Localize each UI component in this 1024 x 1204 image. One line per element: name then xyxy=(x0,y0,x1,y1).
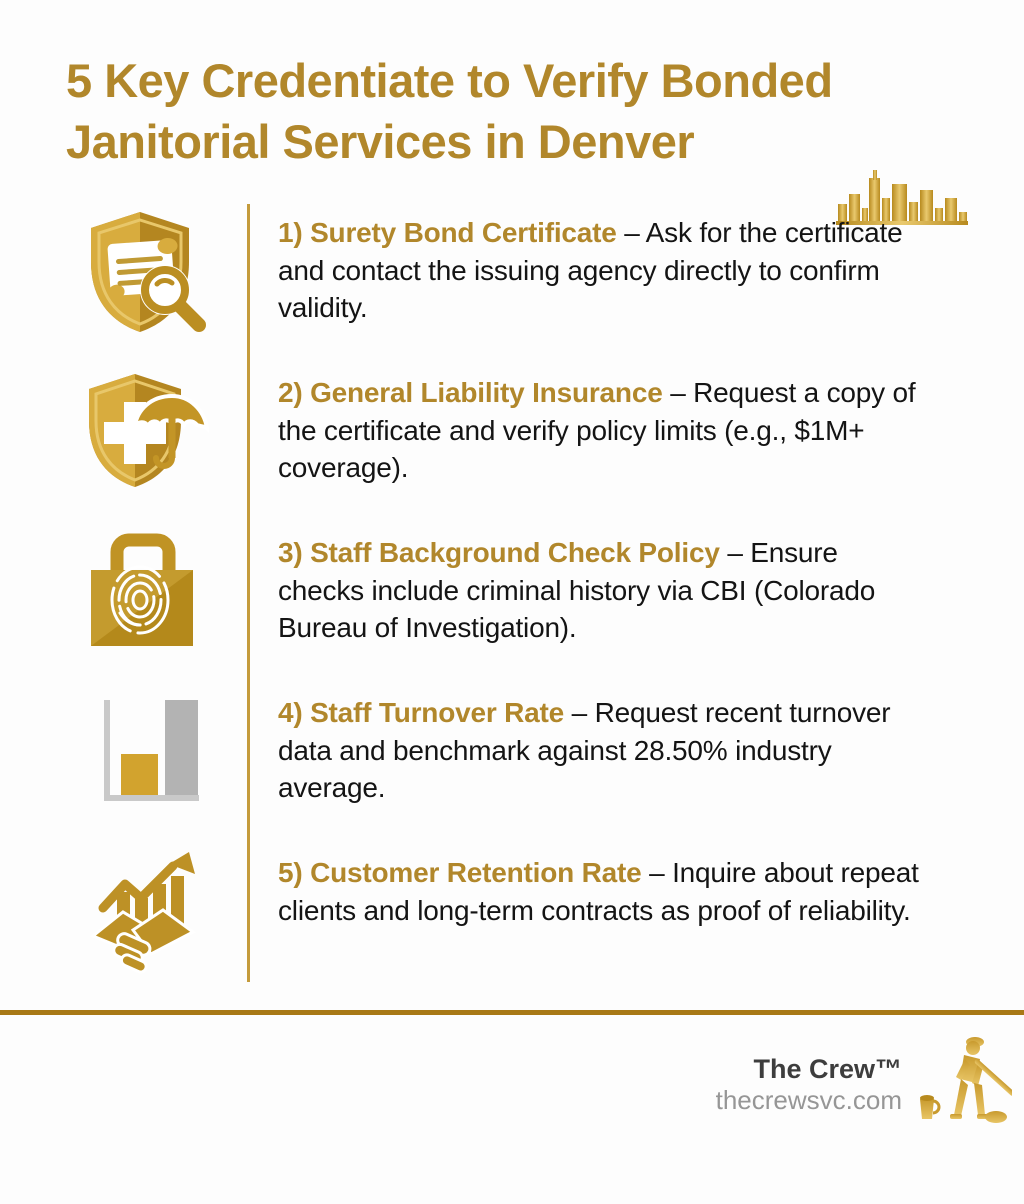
list-item xyxy=(0,526,1024,686)
list-item-text xyxy=(250,854,922,929)
bar-chart-icon xyxy=(0,686,250,822)
footer xyxy=(0,1033,1012,1134)
page-title-line1: 5 Key Credentiate to Verify Bonded xyxy=(66,54,833,107)
item-heading: 4) Staff Turnover Rate xyxy=(278,697,565,728)
item-dash: – xyxy=(727,537,743,568)
item-heading: 1) Surety Bond Certificate xyxy=(278,217,617,248)
credentials-list xyxy=(0,206,1024,1006)
list-item-text xyxy=(250,214,922,327)
list-item xyxy=(0,366,1024,526)
list-item xyxy=(0,206,1024,366)
item-body: Ensure checks include criminal history via CBI (Colorado Bureau of Investigation). xyxy=(278,537,876,643)
footer-divider-rule xyxy=(0,1010,1024,1015)
page-title xyxy=(66,50,984,172)
brand-name: The Crew™ xyxy=(753,1053,902,1084)
list-item-text xyxy=(250,374,922,487)
item-body: Request a copy of the certificate and verify policy limits (e.g., $1M+ coverage). xyxy=(278,377,916,483)
item-body: Inquire about repeat clients and long-term contracts as proof of reliability. xyxy=(278,857,919,926)
janitor-mopping-icon xyxy=(912,1033,1012,1134)
item-dash: – xyxy=(649,857,665,888)
item-dash: – xyxy=(624,217,640,248)
website-url: thecrewsvc.com xyxy=(715,1084,902,1115)
vertical-divider xyxy=(247,204,250,982)
page-title-line2: Janitorial Services in Denver xyxy=(66,115,695,168)
item-heading: 3) Staff Background Check Policy xyxy=(278,537,720,568)
item-dash: – xyxy=(670,377,686,408)
item-dash: – xyxy=(571,697,587,728)
item-heading: 5) Customer Retention Rate xyxy=(278,857,642,888)
list-item-text xyxy=(250,694,922,807)
item-body: Request recent turnover data and benchmark against 28.50% industry average. xyxy=(278,697,891,803)
handshake-growth-icon xyxy=(0,846,250,982)
item-body: Ask for the certificate and contact the issuing agency directly to confirm validity. xyxy=(278,217,903,323)
briefcase-fingerprint-icon xyxy=(0,526,250,662)
list-item-text xyxy=(250,534,922,647)
shield-document-search-icon xyxy=(0,206,250,342)
shield-cross-umbrella-icon xyxy=(0,366,250,502)
footer-text xyxy=(716,1053,902,1115)
item-heading: 2) General Liability Insurance xyxy=(278,377,663,408)
list-item xyxy=(0,846,1024,1006)
list-item xyxy=(0,686,1024,846)
